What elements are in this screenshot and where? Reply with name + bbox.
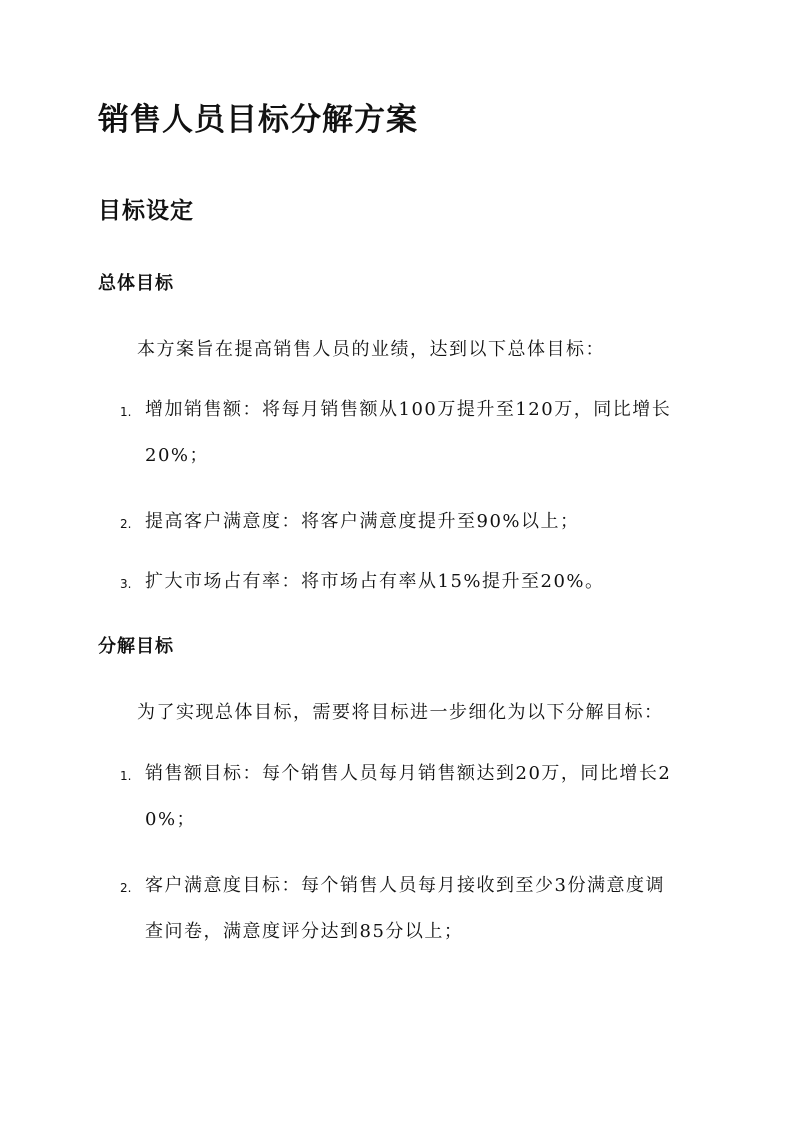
list-item-number: 1.	[120, 769, 132, 783]
list-item-text-continued: 查问卷，满意度评分达到85分以上；	[145, 921, 464, 942]
overall-goal-heading: 总体目标	[98, 273, 174, 294]
list-item-text: 扩大市场占有率：将市场占有率从15%提升至20%。	[145, 571, 605, 592]
document-title: 销售人员目标分解方案	[98, 102, 418, 138]
list-item-text: 增加销售额：将每月销售额从100万提升至120万，同比增长	[145, 399, 672, 420]
section-heading: 目标设定	[98, 197, 194, 224]
list-item-number: 3.	[120, 577, 132, 591]
list-item-text: 客户满意度目标：每个销售人员每月接收到至少3份满意度调	[145, 875, 665, 896]
list-item-number: 2.	[120, 517, 132, 531]
list-item-text: 提高客户满意度：将客户满意度提升至90%以上；	[145, 511, 580, 532]
list-item-number: 2.	[120, 881, 132, 895]
list-item-number: 1.	[120, 405, 132, 419]
breakdown-goal-heading: 分解目标	[98, 636, 174, 657]
breakdown-goal-intro: 为了实现总体目标，需要将目标进一步细化为以下分解目标：	[137, 702, 664, 723]
overall-goal-intro: 本方案旨在提高销售人员的业绩，达到以下总体目标：	[137, 339, 605, 360]
list-item-text: 销售额目标：每个销售人员每月销售额达到20万，同比增长2	[145, 763, 672, 784]
list-item-text-continued: 20%；	[145, 445, 210, 466]
list-item-text-continued: 0%；	[145, 809, 197, 830]
